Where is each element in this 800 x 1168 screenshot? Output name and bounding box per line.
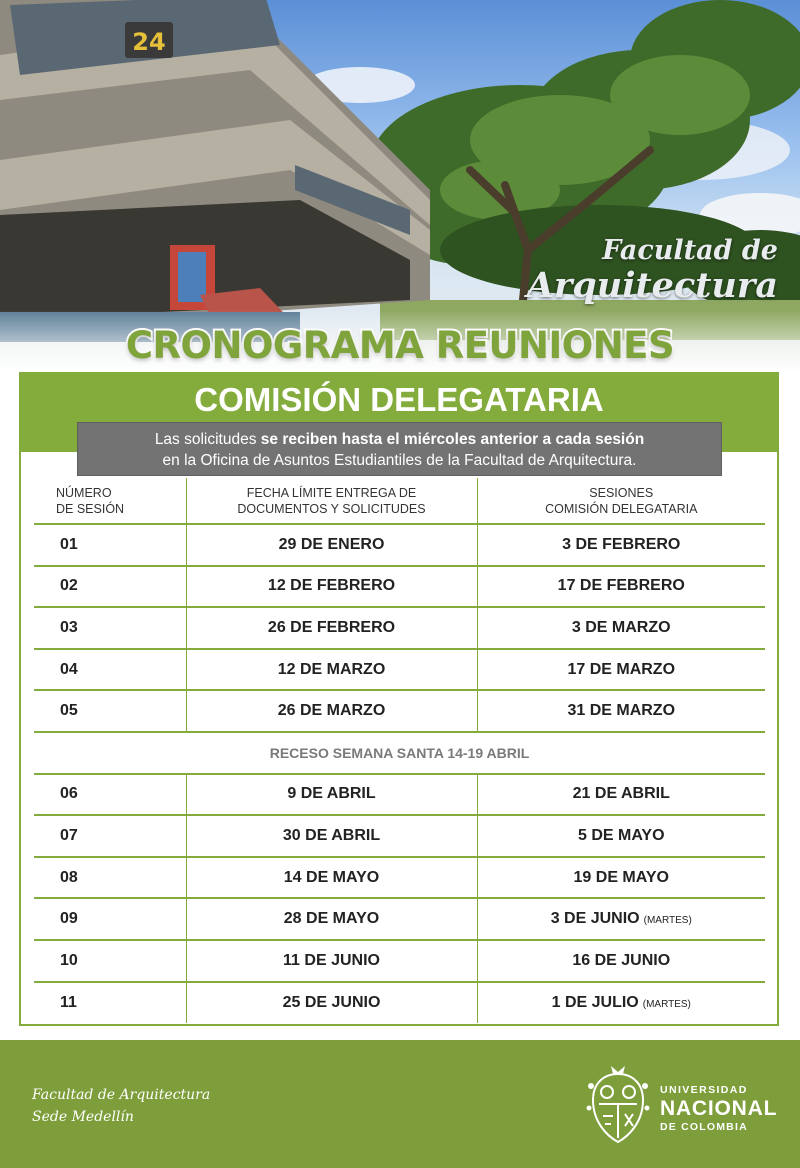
session-date (477, 774, 765, 816)
header-text: NÚMERO (56, 485, 112, 500)
deadline-date: 14 DE MAYO (186, 857, 477, 899)
deadline-date: 29 DE ENERO (186, 524, 477, 566)
table-row (34, 982, 765, 1024)
page-title: CRONOGRAMA REUNIONES (125, 324, 675, 367)
deadline-date: 26 DE FEBRERO (186, 607, 477, 649)
session-date-text: 17 DE FEBRERO (557, 577, 685, 595)
header-text: COMISIÓN DELEGATARIA (545, 501, 698, 516)
session-date (477, 815, 765, 857)
schedule-table (34, 478, 765, 1023)
session-date (477, 566, 765, 608)
recess-row (34, 732, 765, 774)
header-text: DOCUMENTOS Y SOLICITUDES (237, 501, 426, 516)
session-date (477, 607, 765, 649)
university-seal-icon (585, 1064, 651, 1148)
session-number: 10 (34, 940, 186, 982)
recess-label: RECESO SEMANA SANTA 14-19 ABRIL (34, 732, 765, 774)
table-row (34, 815, 765, 857)
session-date (477, 524, 765, 566)
session-number: 06 (34, 774, 186, 816)
session-number: 02 (34, 566, 186, 608)
building-and-tree-illustration (0, 0, 800, 370)
session-date-text: 21 DE ABRIL (572, 785, 670, 803)
unal-line3: DE COLOMBIA (660, 1121, 748, 1133)
session-number: 05 (34, 690, 186, 732)
column-header-deadline (186, 478, 477, 524)
session-date-text: 5 DE MAYO (577, 826, 665, 844)
table-row (34, 690, 765, 732)
session-number: 07 (34, 815, 186, 857)
session-date-text: 17 DE MARZO (567, 660, 676, 678)
card-subtitle: COMISIÓN DELEGATARIA (194, 381, 604, 418)
unal-line2: NACIONAL (660, 1097, 778, 1120)
header-text: SESIONES (589, 485, 654, 500)
header-text: DE SESIÓN (56, 501, 125, 516)
session-number: 11 (60, 993, 77, 1011)
notice-bold-text: se reciben hasta el miércoles anterior a cada sesión (260, 431, 645, 448)
notice-line2: en la Oficina de Asuntos Estudiantiles de la Facultad de Arquitectura. (162, 452, 637, 469)
facultad-title-line2: Arquitectura (526, 265, 778, 306)
footer (0, 1040, 800, 1168)
column-header-session-number (34, 478, 186, 524)
session-note: (MARTES) (642, 998, 691, 1010)
building-number: 24 (132, 28, 166, 56)
facultad-title (527, 236, 778, 306)
session-number: 01 (34, 524, 186, 566)
table-row (34, 566, 765, 608)
facultad-title-line1: Facultad de (602, 235, 778, 266)
session-date (477, 898, 765, 940)
table-row (34, 607, 765, 649)
session-date-text: 1 DE JULIO (551, 993, 639, 1011)
notice-box (77, 422, 722, 476)
session-number: 09 (34, 898, 186, 940)
deadline-date: 26 DE MARZO (186, 690, 477, 732)
table-row (34, 940, 765, 982)
deadline-date: 25 DE JUNIO (186, 982, 477, 1024)
session-date (477, 940, 765, 982)
table-header-row (34, 478, 765, 524)
session-number: 08 (34, 857, 186, 899)
schedule-card (19, 372, 779, 1026)
session-date (477, 690, 765, 732)
session-date-text: 3 DE JUNIO (550, 910, 640, 928)
footer-faculty-name: Facultad de Arquitectura (32, 1087, 211, 1103)
session-note: (MARTES) (643, 915, 692, 927)
deadline-date: 11 DE JUNIO (186, 940, 477, 982)
session-date (477, 649, 765, 691)
university-logo-text (660, 1084, 777, 1134)
session-date-text: 31 DE MARZO (567, 702, 676, 720)
deadline-date: 30 DE ABRIL (186, 815, 477, 857)
deadline-date: 12 DE MARZO (186, 649, 477, 691)
deadline-date: 12 DE FEBRERO (186, 566, 477, 608)
table-row (34, 774, 765, 816)
session-date (477, 982, 765, 1024)
session-number: 04 (34, 649, 186, 691)
table-row (34, 898, 765, 940)
footer-faculty-info (32, 1084, 210, 1128)
session-number: 03 (34, 607, 186, 649)
session-date-text: 3 DE MARZO (571, 618, 671, 636)
column-header-sessions (477, 478, 765, 524)
footer-campus-name: Sede Medellín (32, 1109, 134, 1125)
deadline-date: 28 DE MAYO (186, 898, 477, 940)
deadline-date: 9 DE ABRIL (186, 774, 477, 816)
notice-text: Las solicitudes (154, 431, 261, 448)
session-date-text: 19 DE MAYO (573, 868, 669, 886)
table-row (34, 524, 765, 566)
header-photo (0, 0, 800, 370)
table-row (34, 649, 765, 691)
header-text: FECHA LÍMITE ENTREGA DE (246, 485, 417, 500)
session-date-text: 3 DE FEBRERO (562, 535, 681, 553)
session-date (477, 857, 765, 899)
session-date-text: 16 DE JUNIO (572, 951, 671, 969)
unal-line1: UNIVERSIDAD (660, 1084, 748, 1096)
table-row (34, 857, 765, 899)
